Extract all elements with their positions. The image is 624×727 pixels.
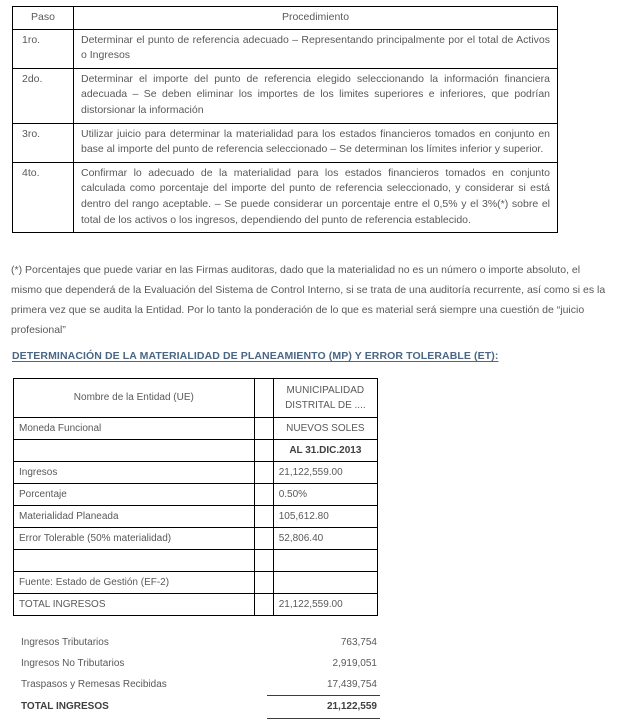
cell-paso: 1ro. [13,29,74,68]
entity-line-2: DISTRITAL DE .... [285,400,366,411]
cell-spacer [254,484,273,506]
income-total-row [20,696,380,719]
cell-total-ingresos-label: TOTAL INGRESOS [14,594,255,616]
income-amount: 2,919,051 [332,657,377,669]
table-row [14,418,378,440]
cell-error-tolerable-label: Error Tolerable (50% materialidad) [14,528,255,550]
cell-fuente-value [273,572,377,594]
cell-empty-value [273,550,377,572]
cell-period-value: AL 31.DIC.2013 [273,440,377,462]
table-row [14,462,378,484]
cell-error-tolerable-value: 52,806.40 [273,528,377,550]
cell-ingresos-label: Ingresos [14,462,255,484]
table-row [13,29,558,68]
cell-procedimiento: Utilizar juicio para determinar la materialidad para los estados financieros tomados en conjunto en base al importe del punto de referencia seleccionado – Se determinan los límites inferior y superior. [74,123,558,162]
cell-spacer [254,572,273,594]
cell-total-ingresos-value: 21,122,559.00 [273,594,377,616]
income-amount: 17,439,754 [267,674,380,696]
cell-materialidad-value: 105,612.80 [273,506,377,528]
table-row [14,528,378,550]
cell-currency-value: NUEVOS SOLES [273,418,377,440]
table-row [13,123,558,162]
table-header-row [13,7,558,30]
income-total-amount: 21,122,559 [267,696,380,719]
cell-paso: 4to. [13,162,74,232]
cell-spacer [254,550,273,572]
table-row [14,594,378,616]
cell-spacer [254,379,273,418]
table-row [13,68,558,123]
income-total-label: TOTAL INGRESOS [21,701,109,712]
table-row [14,506,378,528]
cell-paso: 2do. [13,68,74,123]
cell-materialidad-label: Materialidad Planeada [14,506,255,528]
income-amount: 763,754 [340,636,377,648]
column-header-paso: Paso [13,7,74,30]
list-item [20,653,380,674]
cell-fuente-label: Fuente: Estado de Gestión (EF-2) [14,572,255,594]
cell-porcentaje-value: 0.50% [273,484,377,506]
cell-currency-label: Moneda Funcional [14,418,255,440]
cell-paso: 3ro. [13,123,74,162]
procedure-table [12,6,558,233]
cell-spacer [254,462,273,484]
cell-spacer [254,528,273,550]
cell-blank-label [14,440,255,462]
table-row [14,440,378,462]
cell-entity-value [273,379,377,418]
table-row [13,162,558,232]
table-row [14,484,378,506]
income-label: Ingresos No Tributarios [21,657,125,669]
list-item [20,674,380,696]
cell-ingresos-value: 21,122,559.00 [273,462,377,484]
section-heading: DETERMINACIÓN DE LA MATERIALIDAD DE PLANEAMIENTO (MP) Y ERROR TOLERABLE (ET): [12,350,499,362]
footnote-paragraph: (*) Porcentajes que puede variar en las Firmas auditoras, dado que la materialidad no es un número o importe absoluto, el mismo que dependerá de la Evaluación del Sistema de Control Interno, si se trata de una auditoría recurrente, así como si es la primera vez que se audita la Entidad. Por lo tanto la ponderación de lo que es material será siempre una cuestión de “juicio profesional” [11,264,606,336]
cell-spacer [254,440,273,462]
cell-entity-label: Nombre de la Entidad (UE) [14,379,255,418]
income-summary-table [20,632,380,719]
cell-spacer [254,506,273,528]
cell-procedimiento: Determinar el punto de referencia adecuado – Representando principalmente por el total de Activos o Ingresos [74,29,558,68]
table-row-empty [14,550,378,572]
cell-procedimiento: Confirmar lo adecuado de la materialidad para los estados financieros tomados en conjunto calculada como porcentaje del importe del punto de referencia seleccionado, y considerar si está dentro del rango aceptable. – Se puede considerar un porcentaje entre el 0,5% y el 3%(*) sobre el total de los activos o los ingresos, dependiendo del punto de referencia establecido. [74,162,558,232]
income-label: Ingresos Tributarios [21,636,109,648]
cell-spacer [254,418,273,440]
table-row [14,572,378,594]
income-label: Traspasos y Remesas Recibidas [21,678,167,690]
cell-spacer [254,594,273,616]
cell-empty-label [14,550,255,572]
table-row [14,379,378,418]
entity-line-1: MUNICIPALIDAD [286,385,365,396]
materiality-table [13,378,378,616]
column-header-procedimiento: Procedimiento [74,7,558,30]
cell-porcentaje-label: Porcentaje [14,484,255,506]
cell-procedimiento: Determinar el importe del punto de referencia elegido seleccionando la información financiera adecuada – Se deben eliminar los importes de los limites superiores e inferiores, que podrían distorsionar la información [74,68,558,123]
list-item [20,632,380,653]
